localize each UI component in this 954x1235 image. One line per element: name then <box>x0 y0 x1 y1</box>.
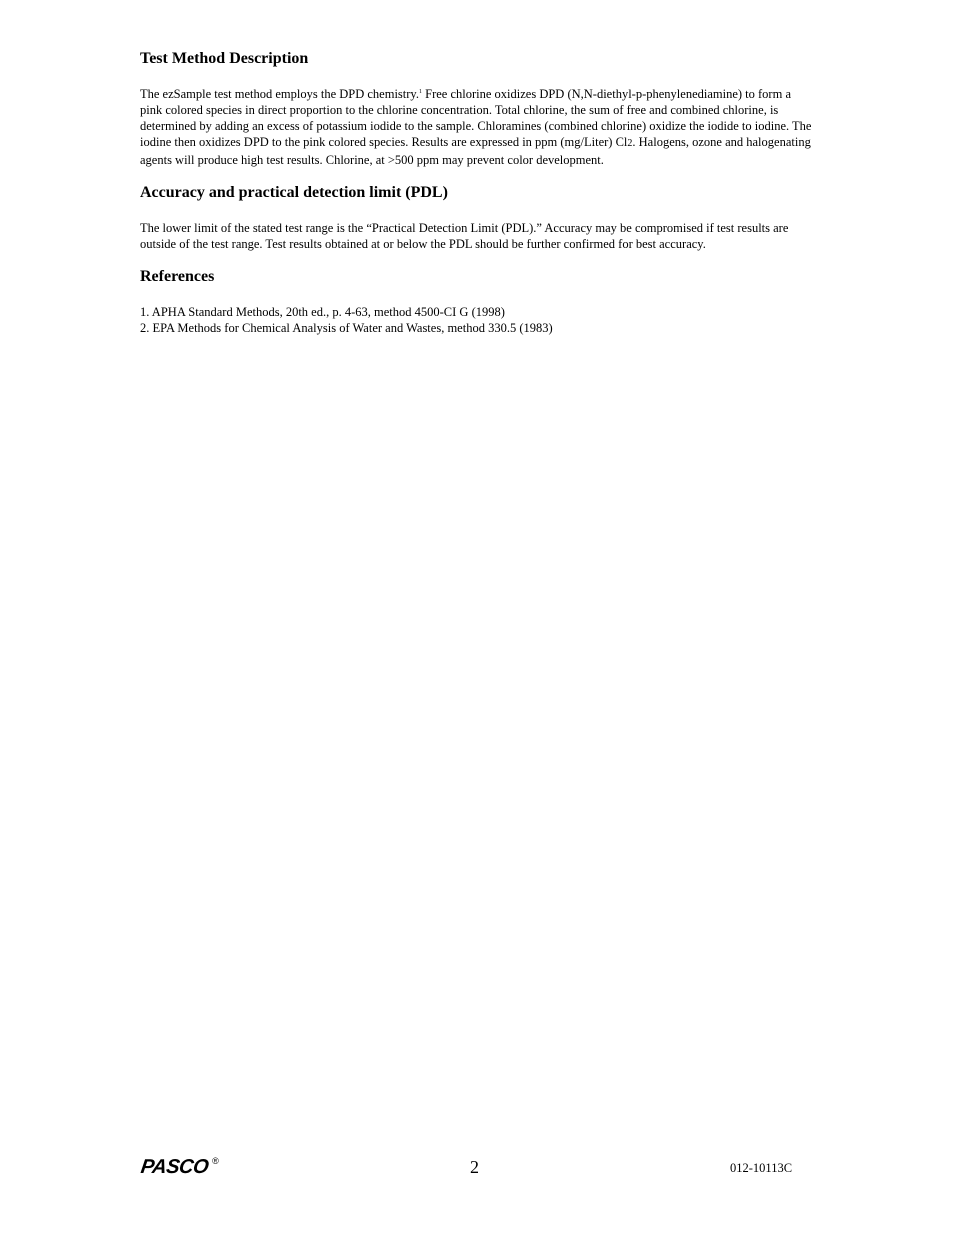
document-code: 012-10113C <box>730 1161 793 1175</box>
page-number: 2 <box>470 1157 479 1177</box>
section-body-accuracy: The lower limit of the stated test range is the “Practical Detection Limit (PDL).” Accuracy may be compromised if test results are outside of the test range. Test results obtained at or below the PDL should be further confirmed for best accuracy. <box>140 221 789 251</box>
footnote-ref: 1 <box>419 89 422 95</box>
page-content <box>140 48 812 336</box>
reference-item: 2. EPA Methods for Chemical Analysis of Water and Wastes, method 330.5 (1983) <box>140 321 553 335</box>
subscript: 2 <box>627 138 633 149</box>
reference-item: 1. APHA Standard Methods, 20th ed., p. 4-63, method 4500-CI G (1998) <box>140 305 505 319</box>
section-body-test-method: The ezSample test method employs the DPD chemistry.$^1$ Free chlorine oxidizes DPD (N,N-diethyl-p-phenylenediamine) to form a pink colored species in direct proportion to the chlorine concentration. Total chlorine, the sum of free and combined chlorine, is determined by adding an excess of potassium iodide to the sample. Chloramines (combined chlorine) oxidize the iodide to iodine. The iodine then oxidizes DPD to the pink colored species. Results are expressed in ppm (mg/Liter) Cl2. Halogens, ozone and halogenating agents will produce high test results. Chlorine, at >500 ppm may prevent color development. <box>140 87 812 167</box>
logo-wordmark: PASCO <box>139 1156 210 1178</box>
registered-mark: ® <box>212 1156 219 1166</box>
references-list <box>140 304 812 336</box>
section-title-accuracy: Accuracy and practical detection limit (PDL) <box>140 184 448 201</box>
pasco-logo <box>141 1158 219 1176</box>
section-title-test-method: Test Method Description <box>140 50 309 67</box>
section-title-references: References <box>140 268 215 285</box>
